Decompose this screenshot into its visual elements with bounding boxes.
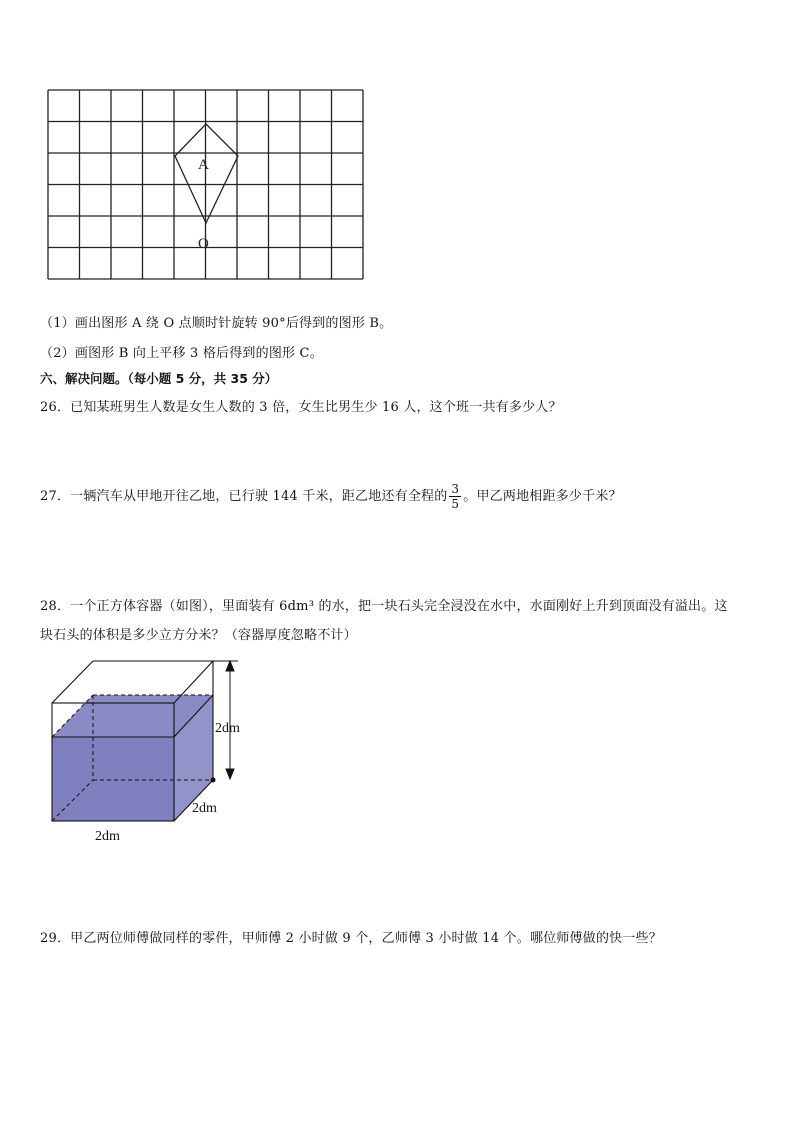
kite-shape-a (175, 124, 238, 223)
fraction-denominator: 5 (451, 497, 460, 511)
question-29: 29．甲乙两位师傅做同样的零件，甲师傅 2 小时做 9 个，乙师傅 3 小时做 14 个。哪位师傅做的快一些？ (40, 931, 662, 946)
label-o: O (198, 236, 209, 252)
cube-figure (40, 655, 260, 850)
instruction-1: （1）画出图形 A 绕 O 点顺时针旋转 90°后得到的图形 B。 (40, 316, 393, 331)
question-27 (40, 482, 622, 511)
question-28-line-1: 28．一个正方体容器（如图），里面装有 6dm³ 的水，把一块石头完全浸没在水中，水面刚好上升到顶面没有溢出。这 (40, 599, 728, 614)
section-title: 六、解决问题。（每小题 5 分，共 35 分） (40, 371, 278, 386)
instruction-2: （2）画图形 B 向上平移 3 格后得到的图形 C。 (40, 346, 323, 361)
cube-height-label: 2dm (215, 721, 240, 736)
fraction-numerator: 3 (451, 482, 460, 496)
question-27-text-after: 。甲乙两地相距多少千米？ (463, 489, 622, 504)
question-26: 26．已知某班男生人数是女生人数的 3 倍，女生比男生少 16 人，这个班一共有多少人？ (40, 400, 562, 415)
question-28-line-2: 块石头的体积是多少立方分米？（容器厚度忽略不计） (40, 628, 357, 643)
question-27-text-before: 27．一辆汽车从甲地开往乙地，已行驶 144 千米，距乙地还有全程的 (40, 489, 448, 504)
water-front-face (52, 737, 174, 821)
grid-figure (40, 80, 380, 295)
cube-width-label: 2dm (95, 829, 120, 844)
fraction-three-fifths (449, 482, 461, 511)
cube-depth-label: 2dm (192, 801, 217, 816)
label-a: A (198, 157, 209, 173)
